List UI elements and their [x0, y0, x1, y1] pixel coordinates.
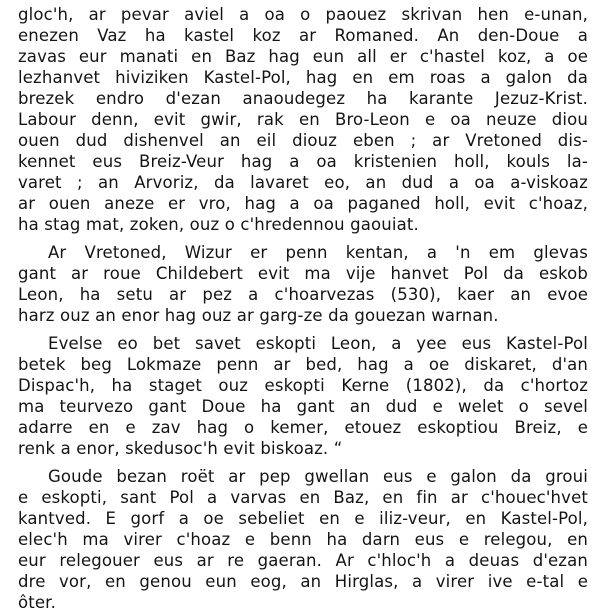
text-line: ar ouen aneze er vro, hag a oa paganed holl, evit c'hoaz, — [18, 194, 588, 213]
text-line: gant ar roue Childebert evit ma vije hanvet Pol da eskob — [18, 264, 588, 283]
text-line: brezek endro d'ezan anaoudegez ha karante Jezuz-Krist. — [18, 89, 588, 108]
text-line: Leon, ha setu ar pez a c'hoarvezas (530), kaer an evoe — [18, 285, 588, 304]
text-line: Goude bezan roët ar pep gwellan eus e galon da groui — [48, 467, 588, 486]
text-line: ha stag mat, zoken, ouz o c'hredennou gaouiat. — [18, 215, 419, 234]
text-line: ôter. — [18, 593, 56, 612]
text-line: enezen Vaz ha kastel koz ar Romaned. An den-Doue a — [18, 26, 588, 45]
text-line: lezhanvet hiviziken Kastel-Pol, hag en em roas a galon da — [18, 68, 588, 87]
text-line: elec'h ma virer c'hoaz e benn ha darn eus e relegou, en — [18, 530, 588, 549]
text-line: kennet eus Breiz-Veur hag a oa kristenien holl, kouls la- — [18, 152, 588, 171]
paragraph — [18, 4, 588, 235]
paragraph — [18, 466, 588, 613]
text-line: ma teurvezo gant Doue ha gant an dud e welet o sevel — [18, 397, 588, 416]
text-line: ouen dud dishenvel an eil diouz eben ; ar Vretoned dis- — [18, 131, 588, 150]
text-line: eur relegouer eus ar re gaeran. Ar c'hloc'h a deuas d'ezan — [18, 551, 588, 570]
text-line: zavas eur manati en Baz hag eun all er c'hastel koz, a oe — [18, 47, 588, 66]
text-line: dre vor, en genou eun eog, an Hirglas, a virer ive e-tal e — [18, 572, 588, 591]
text-line: betek beg Lokmaze penn ar bed, hag a oe diskaret, d'an — [18, 355, 588, 374]
text-line: varet ; an Arvoriz, da lavaret eo, an dud a oa a-viskoaz — [18, 173, 588, 192]
text-line: gloc'h, ar pevar aviel a oa o paouez skrivan hen e-unan, — [18, 5, 588, 24]
text-line: e eskopti, sant Pol a varvas en Baz, en fin ar c'houec'hvet — [18, 488, 588, 507]
text-line: Labour denn, evit gwir, rak en Bro-Leon e oa neuze diou — [18, 110, 588, 129]
text-line: Ar Vretoned, Wizur er penn kentan, a 'n em glevas — [48, 243, 588, 262]
text-line: Evelse eo bet savet eskopti Leon, a yee eus Kastel-Pol — [48, 334, 588, 353]
text-line: adarre en e zav hag o kemer, etouez eskoptiou Breiz, e — [18, 418, 588, 437]
text-line: renk a enor, skedusoc'h evit biskoaz. “ — [18, 439, 343, 458]
paragraph — [18, 242, 588, 326]
text-line: kantved. E gorf a oe sebeliet en e iliz-veur, en Kastel-Pol, — [18, 509, 588, 528]
paragraph — [18, 333, 588, 459]
text-line: harz ouz an enor hag ouz ar garg-ze da gouezan warnan. — [18, 306, 499, 325]
text-line: Dispac'h, ha staget ouz eskopti Kerne (1802), da c'hortoz — [18, 376, 588, 395]
